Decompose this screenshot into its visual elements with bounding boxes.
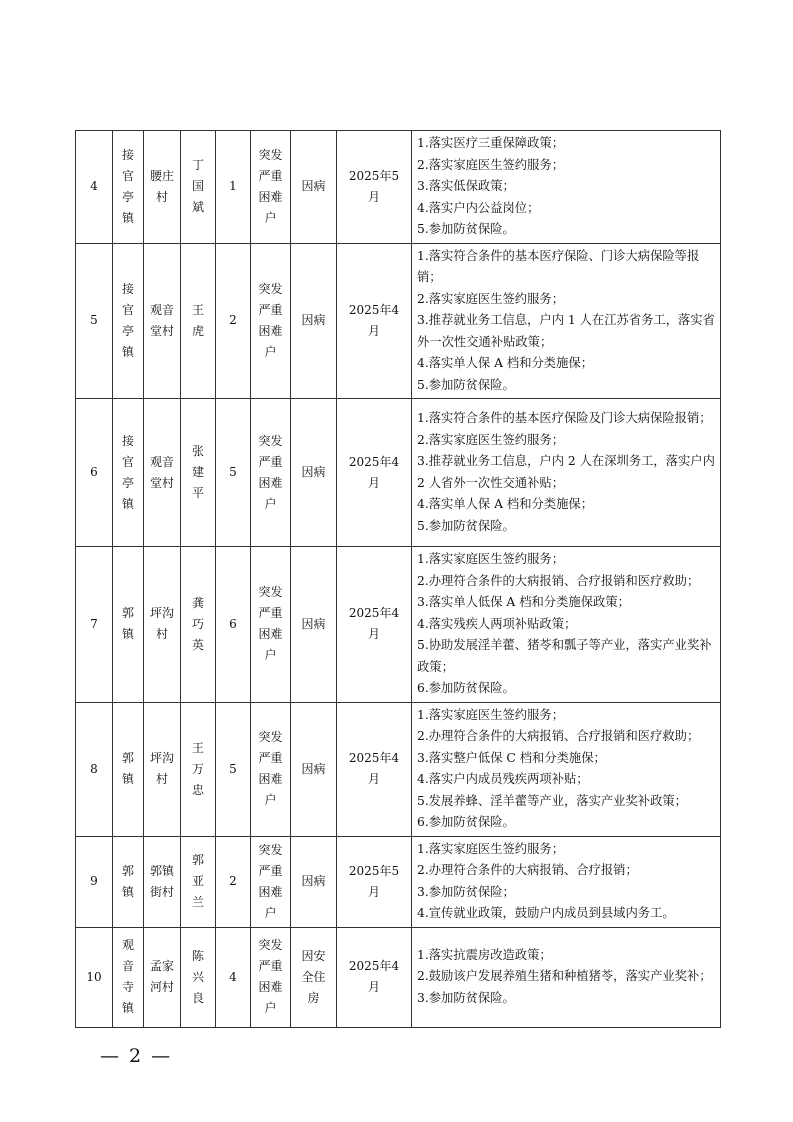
household-size-cell: 4 bbox=[216, 927, 251, 1027]
measures-cell bbox=[412, 399, 721, 547]
measure-item: 3.推荐就业务工信息，户内 2 人在深圳务工，落实户内 2 人省外一次性交通补贴； bbox=[417, 454, 715, 490]
measure-item: 4.落实户内成员残疾两项补贴； bbox=[417, 772, 589, 786]
measures-cell bbox=[412, 131, 721, 244]
measure-item: 1.落实符合条件的基本医疗保险、门诊大病保险等报销； bbox=[417, 248, 700, 284]
date-cell: 2025年4月 bbox=[337, 927, 412, 1027]
household-type-cell: 突发严重困难户 bbox=[251, 131, 291, 244]
measure-item: 4.宣传就业政策，鼓励户内成员到县域内务工。 bbox=[417, 906, 675, 920]
cause-cell: 因病 bbox=[291, 547, 337, 703]
town-cell: 郭镇 bbox=[113, 547, 144, 703]
household-size-cell: 5 bbox=[216, 702, 251, 836]
measure-item: 2.办理符合条件的大病报销、合疗报销； bbox=[417, 863, 638, 877]
measure-item: 3.参加防贫保险； bbox=[417, 884, 515, 899]
person-name-cell: 王虎 bbox=[181, 243, 216, 399]
table-row bbox=[76, 702, 721, 836]
measure-item: 6.参加防贫保险。 bbox=[417, 815, 515, 829]
measure-item: 1.落实抗震房改造政策； bbox=[417, 947, 552, 962]
table-row bbox=[76, 243, 721, 399]
date-cell: 2025年4月 bbox=[337, 399, 412, 547]
village-cell: 坪沟村 bbox=[144, 702, 181, 836]
row-number-cell: 6 bbox=[76, 399, 113, 547]
person-name-cell: 王万忠 bbox=[181, 702, 216, 836]
assistance-table bbox=[75, 130, 721, 1028]
table-row bbox=[76, 131, 721, 244]
row-number-cell: 8 bbox=[76, 702, 113, 836]
town-cell: 郭镇 bbox=[113, 702, 144, 836]
household-size-cell: 6 bbox=[216, 547, 251, 703]
town-cell: 接官亭镇 bbox=[113, 399, 144, 547]
household-size-cell: 5 bbox=[216, 399, 251, 547]
table-row bbox=[76, 547, 721, 703]
person-name-cell: 张建平 bbox=[181, 399, 216, 547]
measures-cell bbox=[412, 547, 721, 703]
village-cell: 观音堂村 bbox=[144, 243, 181, 399]
measures-cell bbox=[412, 927, 721, 1027]
measure-item: 4.落实户内公益岗位； bbox=[417, 200, 540, 215]
measure-item: 3.落实单人低保 A 档和分类施保政策； bbox=[417, 595, 630, 609]
measure-item: 1.落实符合条件的基本医疗保险及门诊大病保险报销； bbox=[417, 411, 712, 425]
measure-item: 2.办理符合条件的大病报销、合疗报销和医疗救助； bbox=[417, 729, 700, 743]
row-number-cell: 5 bbox=[76, 243, 113, 399]
date-cell: 2025年4月 bbox=[337, 702, 412, 836]
measure-item: 3.落实整户低保 C 档和分类施保； bbox=[417, 750, 606, 765]
measure-item: 3.参加防贫保险。 bbox=[417, 990, 515, 1005]
row-number-cell: 4 bbox=[76, 131, 113, 244]
measure-item: 5.参加防贫保险。 bbox=[417, 222, 515, 236]
cause-cell: 因安全住房 bbox=[291, 927, 337, 1027]
measure-item: 2.落实家庭医生签约服务； bbox=[417, 291, 564, 306]
measure-item: 2.落实家庭医生签约服务； bbox=[417, 432, 564, 447]
household-type-cell: 突发严重困难户 bbox=[251, 399, 291, 547]
measure-item: 5.发展养蜂、淫羊藿等产业，落实产业奖补政策； bbox=[417, 793, 687, 808]
household-type-cell: 突发严重困难户 bbox=[251, 836, 291, 927]
measure-item: 1.落实医疗三重保障政策； bbox=[417, 136, 564, 150]
measures-cell bbox=[412, 702, 721, 836]
date-cell: 2025年5月 bbox=[337, 836, 412, 927]
measure-item: 5.参加防贫保险。 bbox=[417, 518, 515, 533]
table-row bbox=[76, 927, 721, 1027]
cause-cell: 因病 bbox=[291, 702, 337, 836]
town-cell: 接官亭镇 bbox=[113, 131, 144, 244]
measure-item: 3.落实低保政策； bbox=[417, 179, 515, 193]
measures-cell bbox=[412, 243, 721, 399]
table-row bbox=[76, 399, 721, 547]
cause-cell: 因病 bbox=[291, 399, 337, 547]
measure-item: 3.推荐就业务工信息，户内 1 人在江苏省务工，落实省外一次性交通补贴政策； bbox=[417, 313, 715, 349]
household-size-cell: 2 bbox=[216, 243, 251, 399]
measure-item: 1.落实家庭医生签约服务； bbox=[417, 552, 564, 566]
measure-item: 4.落实残疾人两项补贴政策； bbox=[417, 616, 577, 631]
village-cell: 郭镇街村 bbox=[144, 836, 181, 927]
person-name-cell: 陈兴良 bbox=[181, 927, 216, 1027]
cause-cell: 因病 bbox=[291, 131, 337, 244]
row-number-cell: 10 bbox=[76, 927, 113, 1027]
measure-item: 2.鼓励该户发展养殖生猪和种植猪苓，落实产业奖补； bbox=[417, 969, 712, 984]
measure-item: 1.落实家庭医生签约服务； bbox=[417, 707, 564, 722]
date-cell: 2025年4月 bbox=[337, 547, 412, 703]
date-cell: 2025年5月 bbox=[337, 131, 412, 244]
row-number-cell: 9 bbox=[76, 836, 113, 927]
measure-item: 5.协助发展淫羊藿、猪苓和瓢子等产业，落实产业奖补政策； bbox=[417, 638, 712, 674]
cause-cell: 因病 bbox=[291, 243, 337, 399]
person-name-cell: 丁国斌 bbox=[181, 131, 216, 244]
person-name-cell: 龚巧英 bbox=[181, 547, 216, 703]
town-cell: 郭镇 bbox=[113, 836, 144, 927]
measure-item: 2.办理符合条件的大病报销、合疗报销和医疗救助； bbox=[417, 573, 700, 588]
table-row bbox=[76, 836, 721, 927]
page-number: — 2 — bbox=[100, 1045, 173, 1067]
person-name-cell: 郭亚兰 bbox=[181, 836, 216, 927]
household-type-cell: 突发严重困难户 bbox=[251, 547, 291, 703]
measure-item: 4.落实单人保 A 档和分类施保； bbox=[417, 356, 593, 370]
measures-cell bbox=[412, 836, 721, 927]
measure-item: 6.参加防贫保险。 bbox=[417, 681, 515, 695]
household-type-cell: 突发严重困难户 bbox=[251, 243, 291, 399]
village-cell: 孟家河村 bbox=[144, 927, 181, 1027]
town-cell: 接官亭镇 bbox=[113, 243, 144, 399]
row-number-cell: 7 bbox=[76, 547, 113, 703]
village-cell: 坪沟村 bbox=[144, 547, 181, 703]
household-type-cell: 突发严重困难户 bbox=[251, 927, 291, 1027]
measure-item: 5.参加防贫保险。 bbox=[417, 377, 515, 392]
cause-cell: 因病 bbox=[291, 836, 337, 927]
village-cell: 腰庄村 bbox=[144, 131, 181, 244]
measure-item: 2.落实家庭医生签约服务； bbox=[417, 157, 564, 172]
measure-item: 4.落实单人保 A 档和分类施保； bbox=[417, 497, 593, 511]
measure-item: 1.落实家庭医生签约服务； bbox=[417, 841, 564, 856]
date-cell: 2025年4月 bbox=[337, 243, 412, 399]
household-size-cell: 2 bbox=[216, 836, 251, 927]
village-cell: 观音堂村 bbox=[144, 399, 181, 547]
town-cell: 观音寺镇 bbox=[113, 927, 144, 1027]
household-size-cell: 1 bbox=[216, 131, 251, 244]
household-type-cell: 突发严重困难户 bbox=[251, 702, 291, 836]
